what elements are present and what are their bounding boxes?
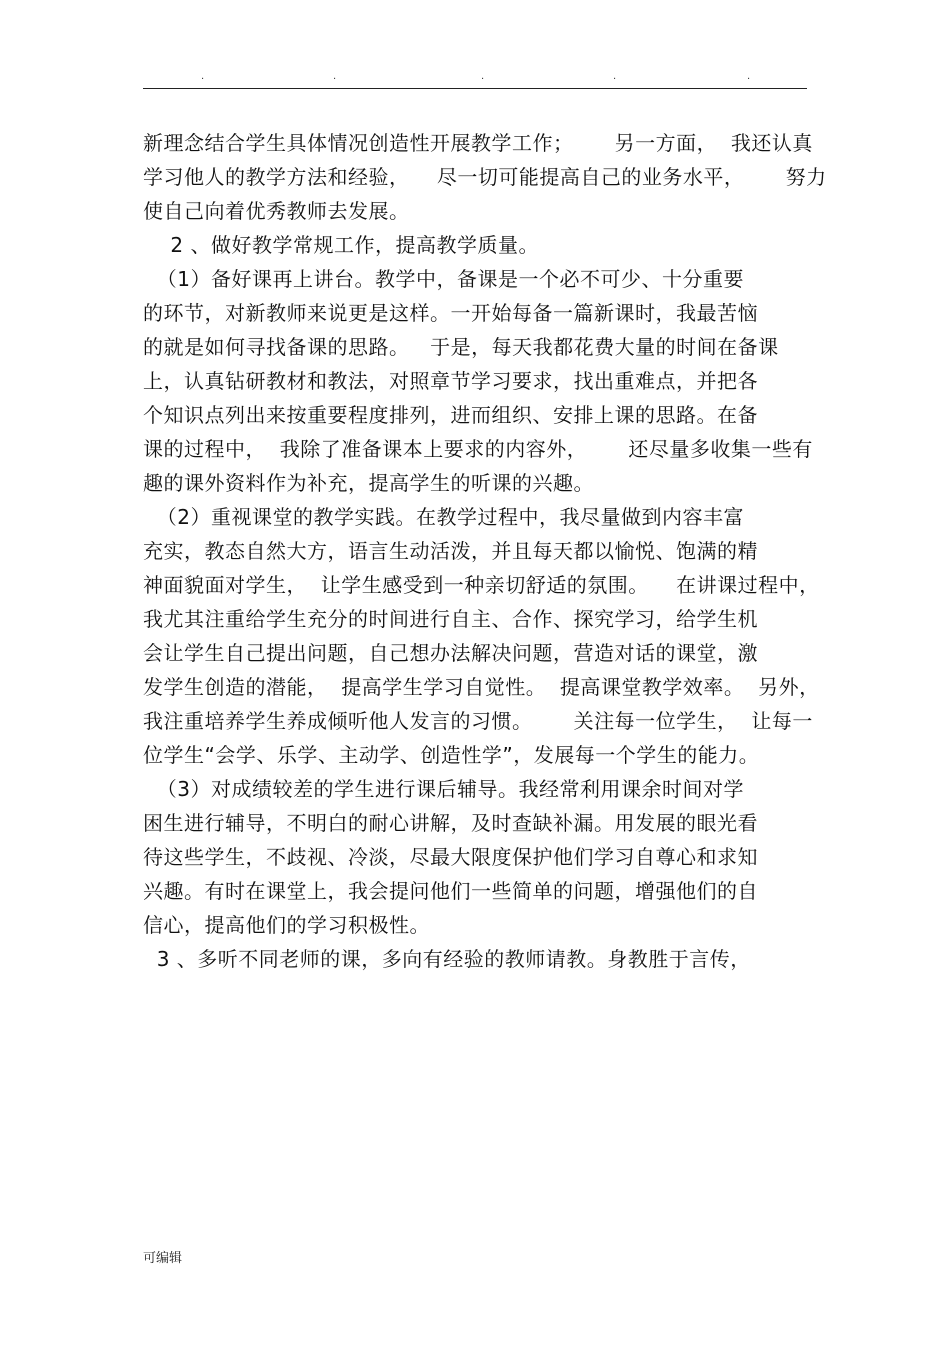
text-line: 发学生创造的潜能， 提高学生学习自觉性。 提高课堂教学效率。 另外， <box>143 675 820 699</box>
text-line: 待这些学生，不歧视、冷淡，尽最大限度保护他们学习自尊心和求知 <box>143 845 758 869</box>
text-line: 困生进行辅导，不明白的耐心讲解，及时查缺补漏。用发展的眼光看 <box>143 811 758 835</box>
document-body <box>143 126 827 976</box>
header-dots <box>143 72 807 84</box>
text-line: 我注重培养学生养成倾听他人发言的习惯。 关注每一位学生， 让每一 <box>143 709 813 733</box>
text-line: 新理念结合学生具体情况创造性开展教学工作； 另一方面， 我还认真 <box>143 131 813 155</box>
header-dot: . <box>333 71 337 82</box>
section-heading: 2 、做好教学常规工作，提高教学质量。 <box>143 233 540 257</box>
text-line: 个知识点列出来按重要程度排列，进而组织、安排上课的思路。在备 <box>143 403 758 427</box>
header-dot: . <box>613 71 617 82</box>
text-line: 的环节，对新教师来说更是这样。一开始每备一篇新课时，我最苦恼 <box>143 301 758 325</box>
text-line: 会让学生自己提出问题，自己想办法解决问题，营造对话的课堂，激 <box>143 641 758 665</box>
text-line: 我尤其注重给学生充分的时间进行自主、合作、探究学习，给学生机 <box>143 607 758 631</box>
text-line: 上，认真钻研教材和教法，对照章节学习要求，找出重难点，并把各 <box>143 369 758 393</box>
text-line: 位学生“会学、乐学、主动学、创造性学”，发展每一个学生的能力。 <box>143 743 760 767</box>
section-heading: 3 、多听不同老师的课，多向有经验的教师请教。身教胜于言传， <box>143 947 751 971</box>
header-dot: . <box>747 71 751 82</box>
text-line: （1）备好课再上讲台。教学中，备课是一个必不可少、十分重要 <box>143 267 744 291</box>
text-line: 兴趣。有时在课堂上，我会提问他们一些简单的问题，增强他们的自 <box>143 879 758 903</box>
header-rule <box>143 88 807 89</box>
text-line: 课的过程中， 我除了准备课本上要求的内容外， 还尽量多收集一些有 <box>143 437 813 461</box>
text-line: 使自己向着优秀教师去发展。 <box>143 199 410 223</box>
header-dot: . <box>201 71 205 82</box>
text-line: 的就是如何寻找备课的思路。 于是，每天我都花费大量的时间在备课 <box>143 335 779 359</box>
text-line: （2）重视课堂的教学实践。在教学过程中，我尽量做到内容丰富 <box>143 505 744 529</box>
text-line: 神面貌面对学生， 让学生感受到一种亲切舒适的氛围。 在讲课过程中， <box>143 573 820 597</box>
text-line: 充实，教态自然大方，语言生动活泼，并且每天都以愉悦、饱满的精 <box>143 539 758 563</box>
text-line: （3）对成绩较差的学生进行课后辅导。我经常利用课余时间对学 <box>143 777 744 801</box>
header-dot: . <box>481 71 485 82</box>
text-line: 趣的课外资料作为补充，提高学生的听课的兴趣。 <box>143 471 594 495</box>
text-line: 信心，提高他们的学习积极性。 <box>143 913 430 937</box>
text-line: 学习他人的教学方法和经验， 尽一切可能提高自己的业务水平， 努力 <box>143 165 827 189</box>
footer-label: 可编辑 <box>143 1251 183 1266</box>
